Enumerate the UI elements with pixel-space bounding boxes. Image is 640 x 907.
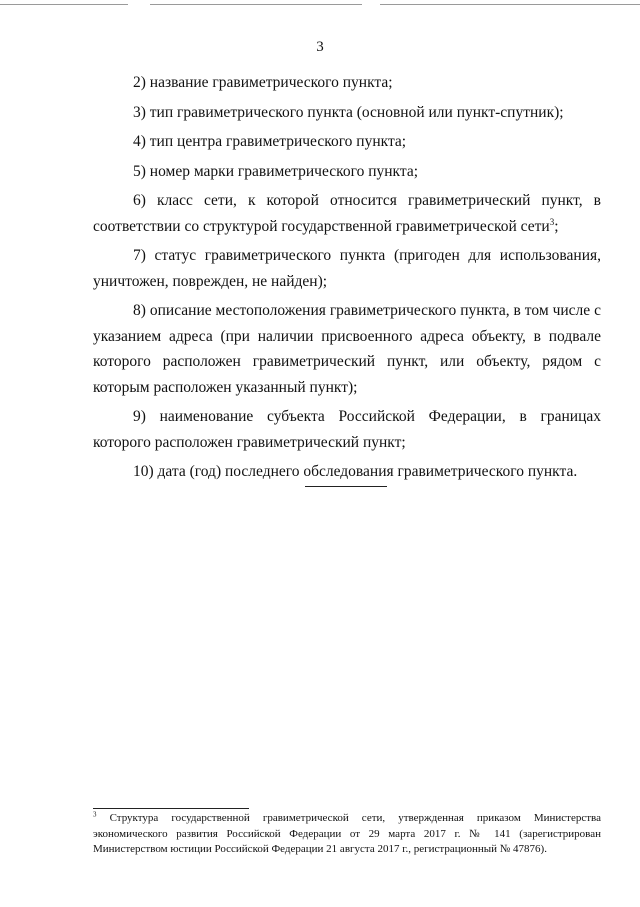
end-separator [305, 486, 387, 487]
top-edge-rule [0, 4, 128, 5]
document-body [93, 70, 601, 485]
list-item-9: 9) наименование субъекта Российской Федерации, в границах которого расположен гравиметрический пункт; [93, 408, 601, 451]
page-number: 3 [316, 39, 324, 55]
list-item-2: 2) название гравиметрического пункта; [133, 74, 393, 91]
footnote [93, 811, 601, 858]
list-item-4: 4) тип центра гравиметрического пункта; [133, 133, 407, 150]
footnote-divider [93, 808, 249, 809]
list-item-8: 8) описание местоположения гравиметрического пункта, в том числе с указанием адреса (при наличии присвоенного адреса объекту, в подвале которого расположен гравиметрический пункт, или объекту, рядом с которым расположен указанный пункт); [93, 302, 601, 396]
list-item-6-text: 6) класс сети, к которой относится гравиметрический пункт, в соответствии со структурой государственной гравиметрической сети [93, 192, 601, 235]
top-edge-rule [380, 4, 640, 5]
list-item-3: 3) тип гравиметрического пункта (основной или пункт-спутник); [133, 103, 564, 121]
list-item-7: 7) статус гравиметрического пункта (пригоден для использования, уничтожен, поврежден, не найден); [93, 247, 601, 290]
footnote-text: Структура государственной гравиметрической сети, утвержденная приказом Министерства экономического развития Российской Федерации от 29 марта 2017 г. № 141 (зарегистрирован Министерством юстиции Российской Федерации 21 августа 2017 г., регистрационный № 47876). [93, 812, 601, 855]
list-item-6 [93, 188, 601, 239]
list-item-5: 5) номер марки гравиметрического пункта; [133, 162, 419, 180]
list-item-6-end: ; [554, 217, 559, 235]
list-item-10: 10) дата (год) последнего обследования гравиметрического пункта. [133, 463, 578, 480]
top-edge-rule [150, 4, 362, 5]
footnote-reference[interactable]: 3 [549, 216, 555, 227]
footnote-marker: 3 [93, 810, 97, 819]
